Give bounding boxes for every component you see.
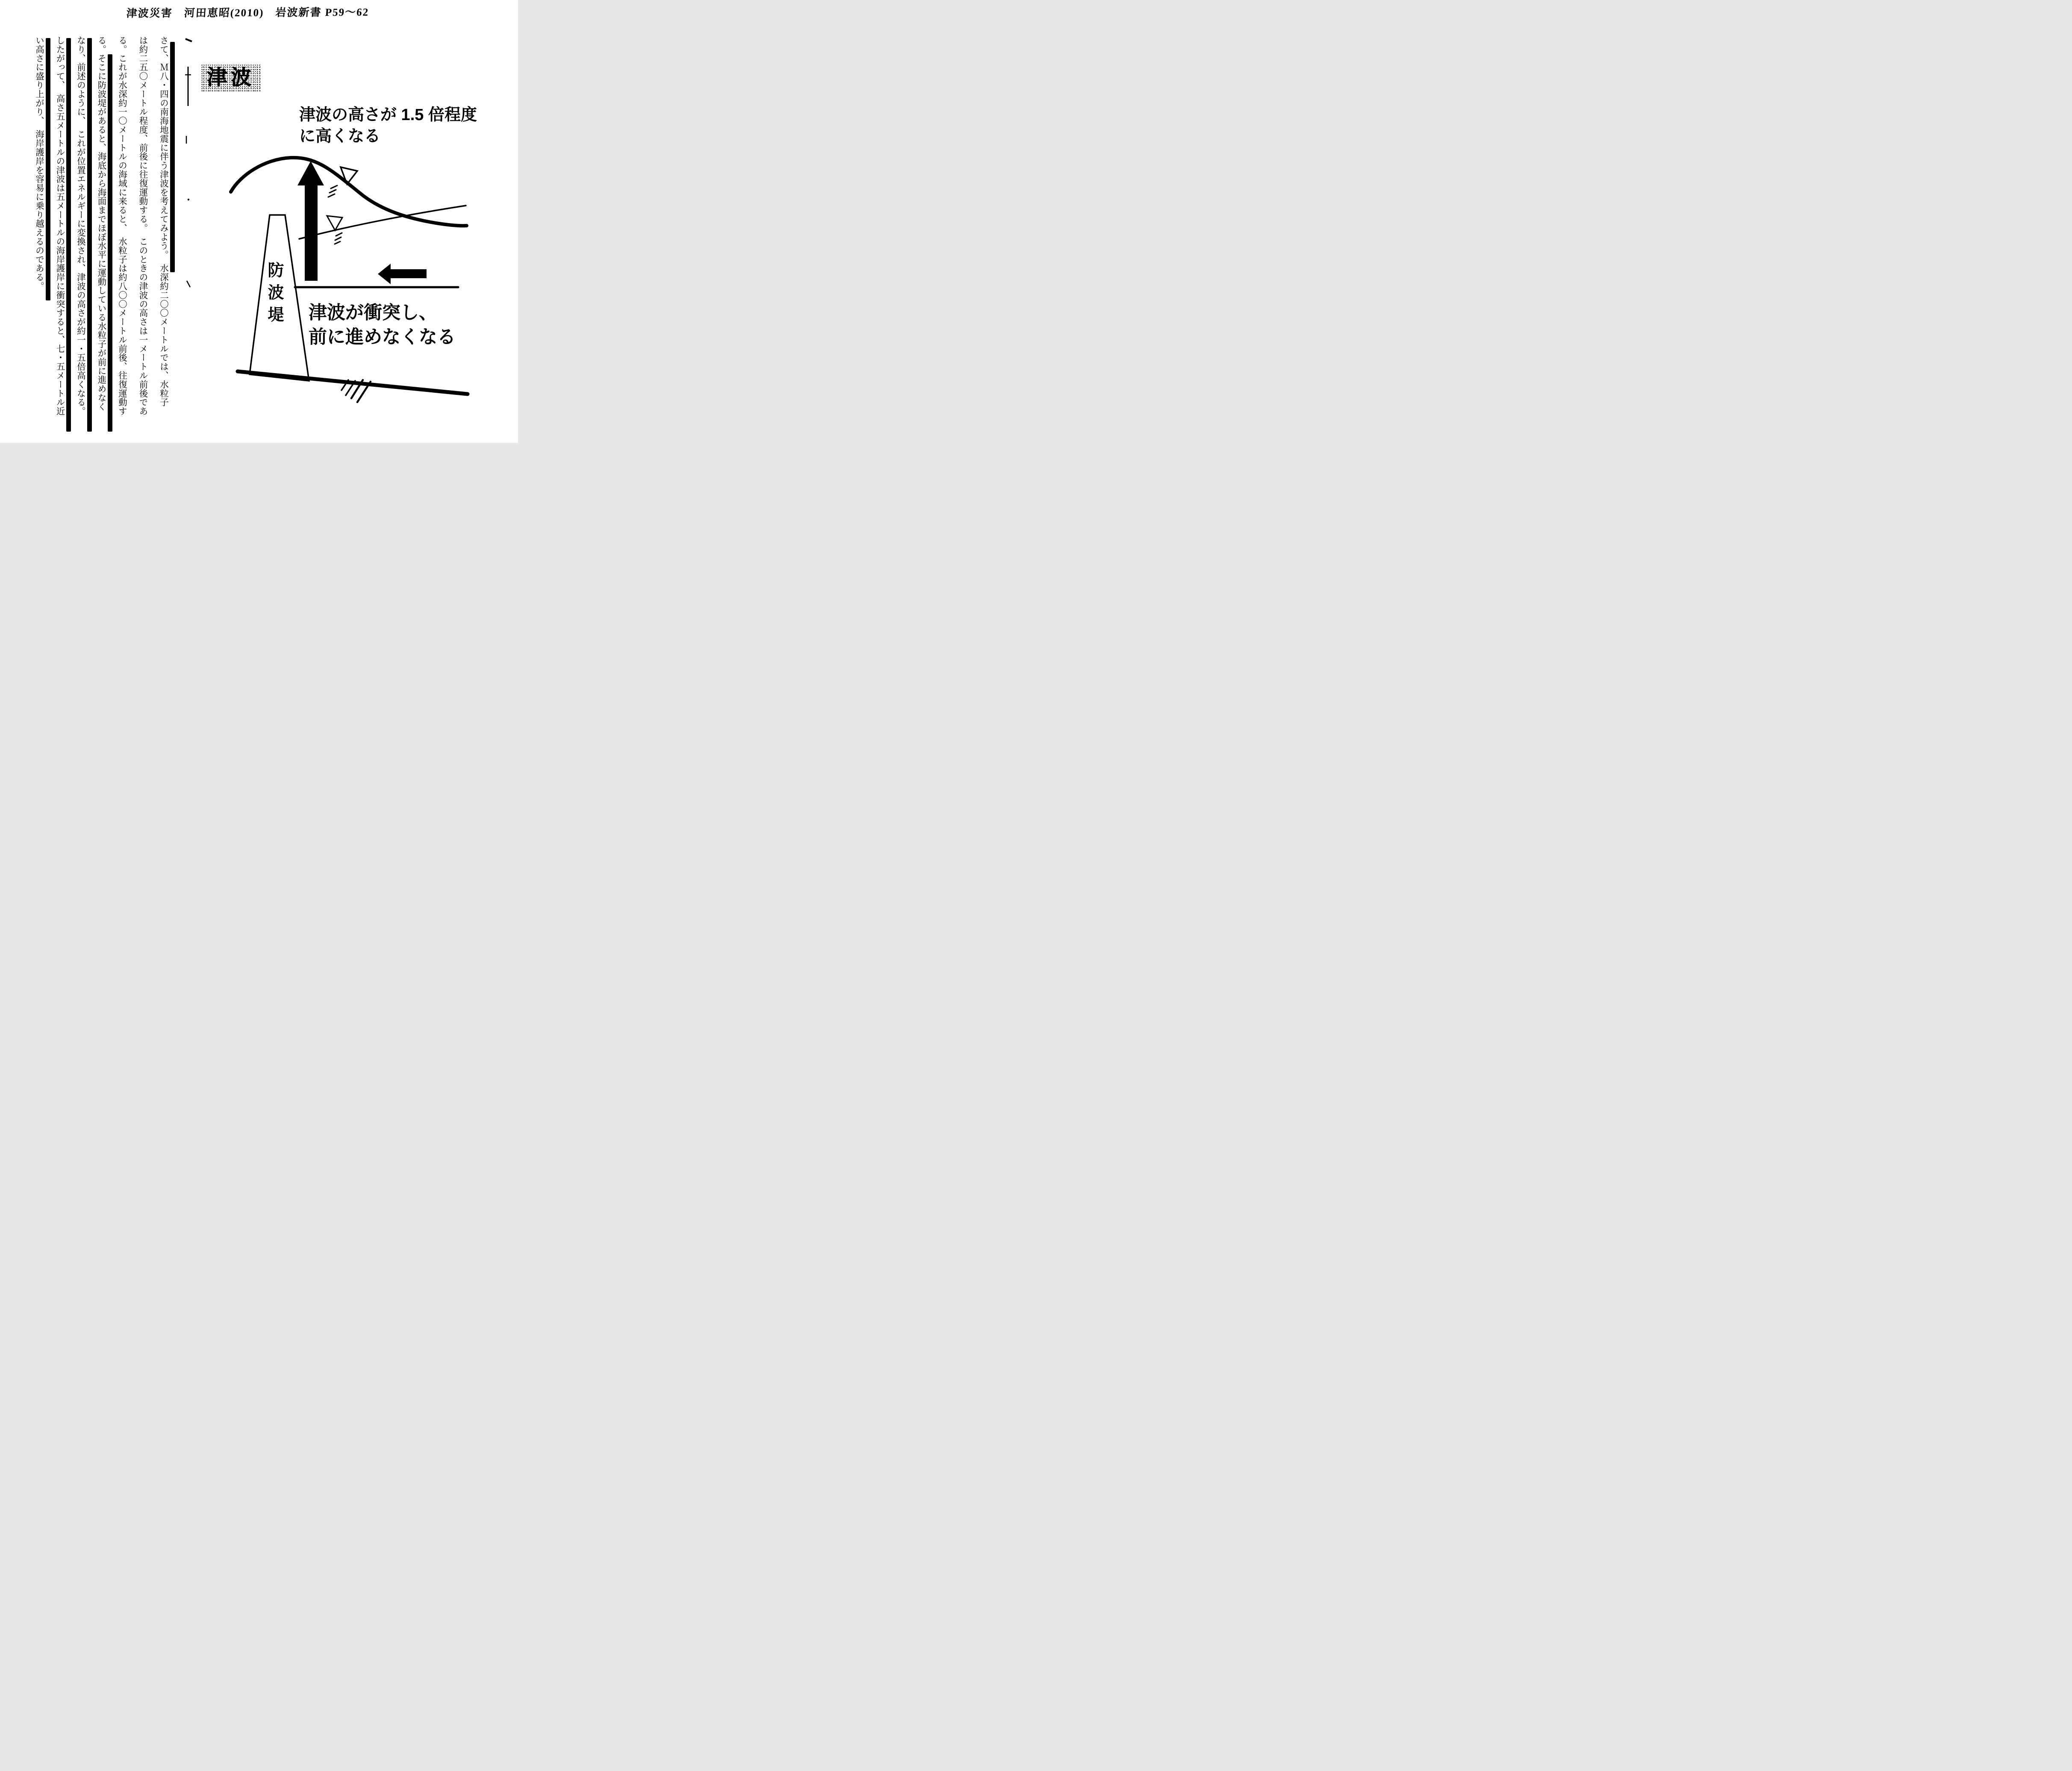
text-column-glyphs: さて、Ｍ八・四の南海地震に伴う津波を考えてみよう。 水深約二〇〇メートルでは、水粒子	[158, 36, 168, 407]
left-arrow-icon	[378, 264, 427, 284]
water-surface-mark-icon	[327, 216, 342, 244]
figure-title-badge: 津波	[201, 64, 261, 91]
up-arrow-icon	[297, 161, 324, 281]
collision-annotation-line2: 前に進めなくなる	[309, 327, 456, 347]
wave-height-annotation-line2: に高くなる	[299, 127, 381, 146]
collision-annotation-line1: 津波が衝突し、	[309, 303, 437, 323]
collision-annotation	[309, 301, 456, 350]
text-column-glyphs: したがって、 高さ五メートルの津波は五メートルの海岸護岸に衝突すると、七・五メートル近	[55, 36, 64, 416]
wave-height-annotation-line1: 津波の高さが 1.5 倍程度	[299, 106, 477, 124]
wave-height-annotation	[299, 104, 477, 147]
page-edge-fragments	[185, 39, 192, 287]
wave-crest-line	[231, 158, 467, 226]
page-title: 津波災害 河田恵昭(2010) 岩波新書 P59〜62	[126, 6, 369, 20]
text-column-glyphs: は約二五〇メートル程度、前後に往復運動する。 このときの津波の高さは一メートル前後であ	[138, 36, 147, 416]
seabed-ground-line	[238, 371, 468, 394]
text-column-glyphs: る。そこに防波堤があると、海底から海面までほぼ水平に運動している水粒子が前に進めなく	[96, 36, 106, 411]
text-column-glyphs: なり、前述のように、 これが位置エネルギーに変換され、津波の高さが約一・五倍高くなる。	[75, 36, 85, 416]
text-column-glyphs: い高さに盛り上がり、 海岸護岸を容易に乗り越えるのである。	[34, 36, 44, 291]
scanned-page	[0, 0, 518, 443]
breakwater-label: 防波堤	[265, 262, 283, 328]
text-column-glyphs: る。これが水深約一〇メートルの海域に来ると、 水粒子は約八〇〇メートル前後、往復運動す	[117, 36, 127, 416]
